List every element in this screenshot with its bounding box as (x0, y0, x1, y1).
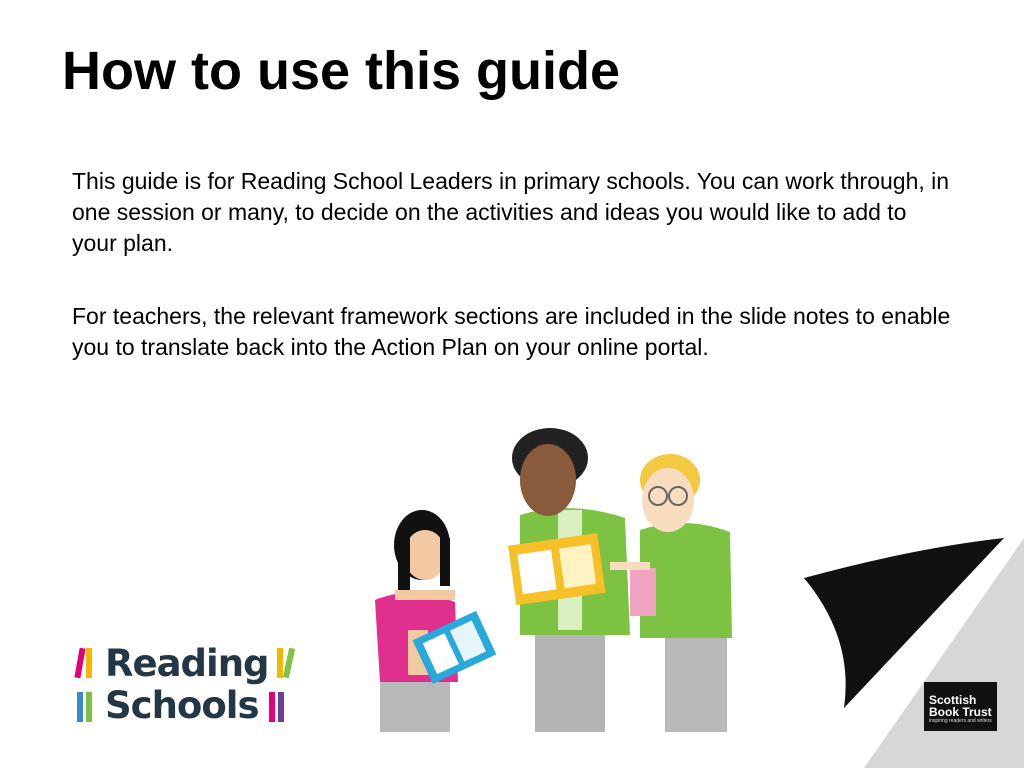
sbt-tagline: inspiring readers and writers (929, 718, 992, 724)
blond-boy-figure (610, 454, 732, 732)
slide-title: How to use this guide (62, 41, 621, 101)
schools-word: Schools (105, 684, 259, 727)
reading-word: Reading (105, 642, 269, 685)
teachers-paragraph: For teachers, the relevant framework sections are included in the slide notes to enable you to translate back into the Action Plan on your online portal. (72, 303, 951, 360)
intro-paragraph: This guide is for Reading School Leaders in primary schools. You can work through, in one session or many, to decide on the activities and ideas you would like to add to your plan. (72, 168, 950, 256)
page-curl-decoration (764, 538, 1024, 768)
scottish-book-trust-logo (924, 682, 997, 731)
children-reading-illustration (340, 420, 770, 732)
sbt-line1: Scottish (929, 693, 977, 707)
sbt-line2: Book Trust (929, 705, 992, 719)
boy-figure (508, 428, 630, 732)
reading-schools-logo (74, 640, 304, 730)
girl-figure (375, 510, 496, 732)
